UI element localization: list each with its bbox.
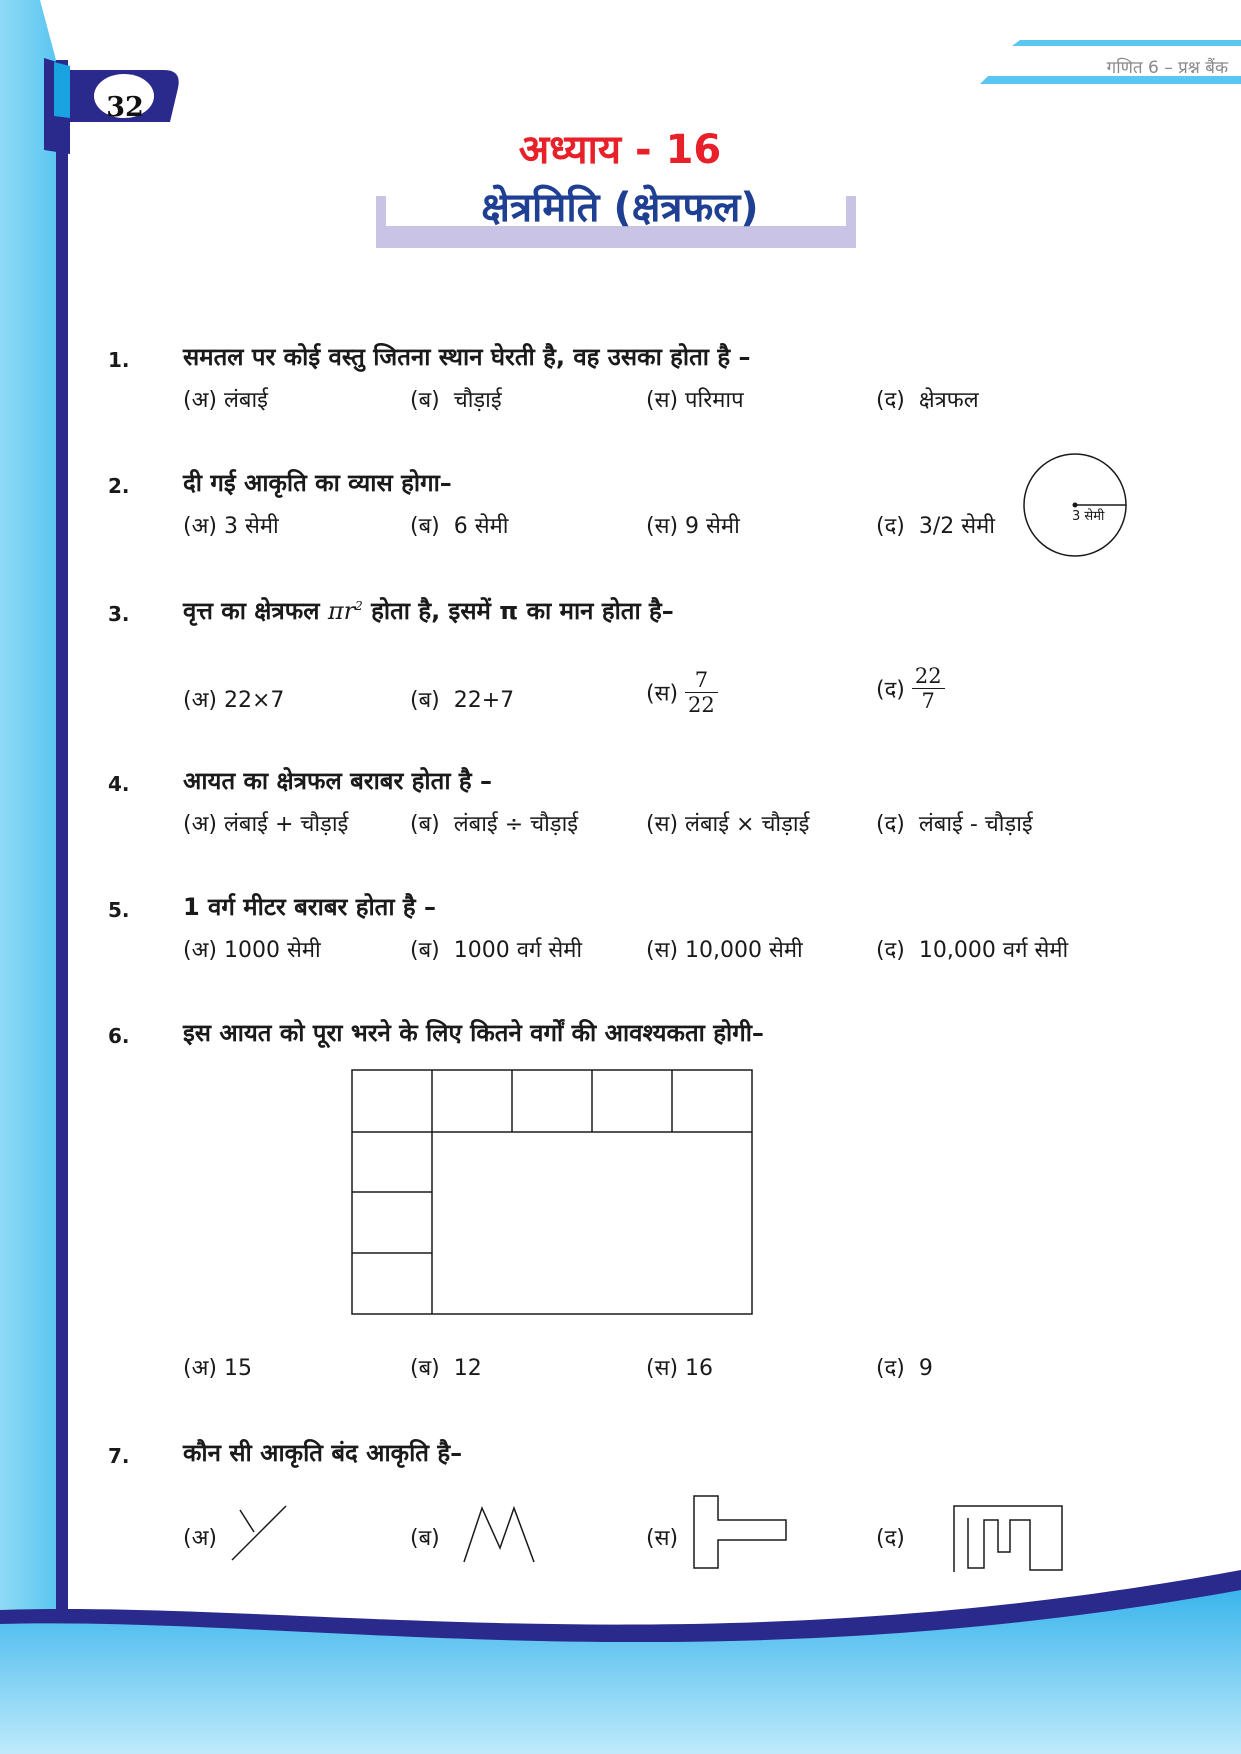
option-label: (द) — [876, 938, 905, 963]
option-a — [183, 510, 279, 540]
option-label: (द) — [876, 1356, 905, 1381]
option-text: परिमाप — [685, 388, 744, 413]
question-text: वृत्त का क्षेत्रफल $\pi r^2$ होता है, इसमें π का मान होता है– — [183, 597, 674, 625]
page-number: 32 — [106, 92, 144, 123]
option-b — [410, 510, 508, 540]
option-b — [410, 808, 578, 838]
option-d — [876, 384, 979, 414]
option-a — [183, 934, 321, 964]
question-number: 5. — [108, 898, 130, 922]
option-b-label: (ब) — [410, 1526, 440, 1551]
option-text: 15 — [223, 1356, 252, 1381]
option-label: (ब) — [410, 1356, 440, 1381]
question-number: 6. — [108, 1024, 130, 1048]
option-text: लंबाई - चौड़ाई — [918, 812, 1033, 837]
option-text: लंबाई — [223, 388, 268, 413]
option-a-label: (अ) — [183, 1526, 217, 1551]
option-label: (अ) — [183, 514, 217, 539]
option-c — [646, 668, 718, 717]
option-text: क्षेत्रफल — [918, 388, 979, 413]
option-label: (स) — [646, 388, 679, 413]
option-text: 3 सेमी — [223, 514, 279, 539]
option-text: 10,000 वर्ग सेमी — [918, 938, 1069, 963]
option-label: (अ) — [183, 1356, 217, 1381]
option-label: (ब) — [410, 388, 440, 413]
option-label: (द) — [876, 514, 905, 539]
left-decorative-band — [0, 0, 70, 1754]
option-label: (अ) — [183, 388, 217, 413]
option-d — [876, 808, 1033, 838]
fraction: $\frac{7}{22}$ — [685, 668, 718, 717]
area-formula: $\pi r^2$ — [327, 597, 363, 625]
option-a — [183, 1352, 252, 1382]
option-a — [183, 384, 268, 414]
question-text: दी गई आकृति का व्यास होगा– — [183, 469, 452, 497]
option-d-label: (द) — [876, 1526, 905, 1551]
question-text: कौन सी आकृति बंद आकृति है– — [183, 1439, 463, 1467]
option-c — [646, 808, 809, 838]
question-text: इस आयत को पूरा भरने के लिए कितने वर्गों की आवश्यकता होगी– — [183, 1019, 764, 1047]
question-number: 7. — [108, 1444, 130, 1468]
option-label: (ब) — [410, 688, 440, 713]
option-c-label: (स) — [646, 1526, 679, 1551]
option-text: चौड़ाई — [453, 388, 502, 413]
question-number: 1. — [108, 348, 130, 372]
option-label: (स) — [646, 514, 679, 539]
option-b — [410, 934, 582, 964]
chapter-number: अध्याय - 16 — [518, 127, 722, 173]
option-c — [646, 510, 740, 540]
book-title-header: गणित 6 – प्रश्न बैंक — [1106, 58, 1228, 78]
fraction: $\frac{22}{7}$ — [912, 664, 945, 713]
open-shape-y-figure — [228, 1504, 292, 1564]
option-label: (द) — [876, 388, 905, 413]
bottom-wave-decoration — [0, 1560, 1241, 1754]
option-label: (अ) — [183, 688, 217, 713]
option-text: 6 सेमी — [453, 514, 509, 539]
option-text: 22×7 — [223, 688, 285, 713]
option-text: 22+7 — [453, 688, 515, 713]
option-label: (अ) — [183, 812, 217, 837]
question-text: आयत का क्षेत्रफल बराबर होता है – — [183, 767, 492, 795]
option-text: 12 — [453, 1356, 482, 1381]
option-d — [876, 1352, 933, 1382]
rectangle-grid-figure — [350, 1068, 756, 1318]
option-label: (द) — [876, 677, 905, 703]
option-b — [410, 1352, 482, 1382]
option-text: लंबाई ÷ चौड़ाई — [453, 812, 579, 837]
option-text: 10,000 सेमी — [685, 938, 803, 963]
option-c — [646, 1352, 713, 1382]
option-label: (स) — [646, 1356, 679, 1381]
option-text: 1000 वर्ग सेमी — [453, 938, 583, 963]
option-text: 9 — [918, 1356, 933, 1381]
option-d — [876, 510, 995, 540]
option-text: लंबाई + चौड़ाई — [223, 812, 349, 837]
question-text: समतल पर कोई वस्तु जितना स्थान घेरती है, वह उसका होता है – — [183, 343, 751, 371]
open-shape-m-figure — [460, 1504, 536, 1566]
option-b — [410, 684, 514, 714]
option-c — [646, 384, 744, 414]
option-label: (ब) — [410, 938, 440, 963]
question-number: 4. — [108, 772, 130, 796]
radius-label: 3 सेमी — [1072, 509, 1105, 524]
closed-t-shape-figure — [690, 1494, 790, 1570]
option-b — [410, 384, 502, 414]
option-label: (ब) — [410, 812, 440, 837]
option-label: (द) — [876, 812, 905, 837]
option-label: (अ) — [183, 938, 217, 963]
option-label: (ब) — [410, 514, 440, 539]
question-number: 2. — [108, 474, 130, 498]
option-text: 16 — [685, 1356, 714, 1381]
option-label: (स) — [646, 681, 679, 707]
option-a — [183, 808, 348, 838]
option-text: 9 सेमी — [685, 514, 740, 539]
option-label: (स) — [646, 938, 679, 963]
option-c — [646, 934, 803, 964]
question-number: 3. — [108, 602, 130, 626]
option-d — [876, 664, 945, 713]
chapter-title: क्षेत्रमिति (क्षेत्रफल) — [481, 185, 759, 231]
option-text: 1000 सेमी — [223, 938, 321, 963]
option-a — [183, 684, 284, 714]
question-text: 1 वर्ग मीटर बराबर होता है – — [183, 893, 437, 921]
circle-figure — [1020, 450, 1130, 560]
option-text: लंबाई × चौड़ाई — [685, 812, 810, 837]
option-label: (स) — [646, 812, 679, 837]
option-text: 3/2 सेमी — [918, 514, 995, 539]
option-d — [876, 934, 1068, 964]
